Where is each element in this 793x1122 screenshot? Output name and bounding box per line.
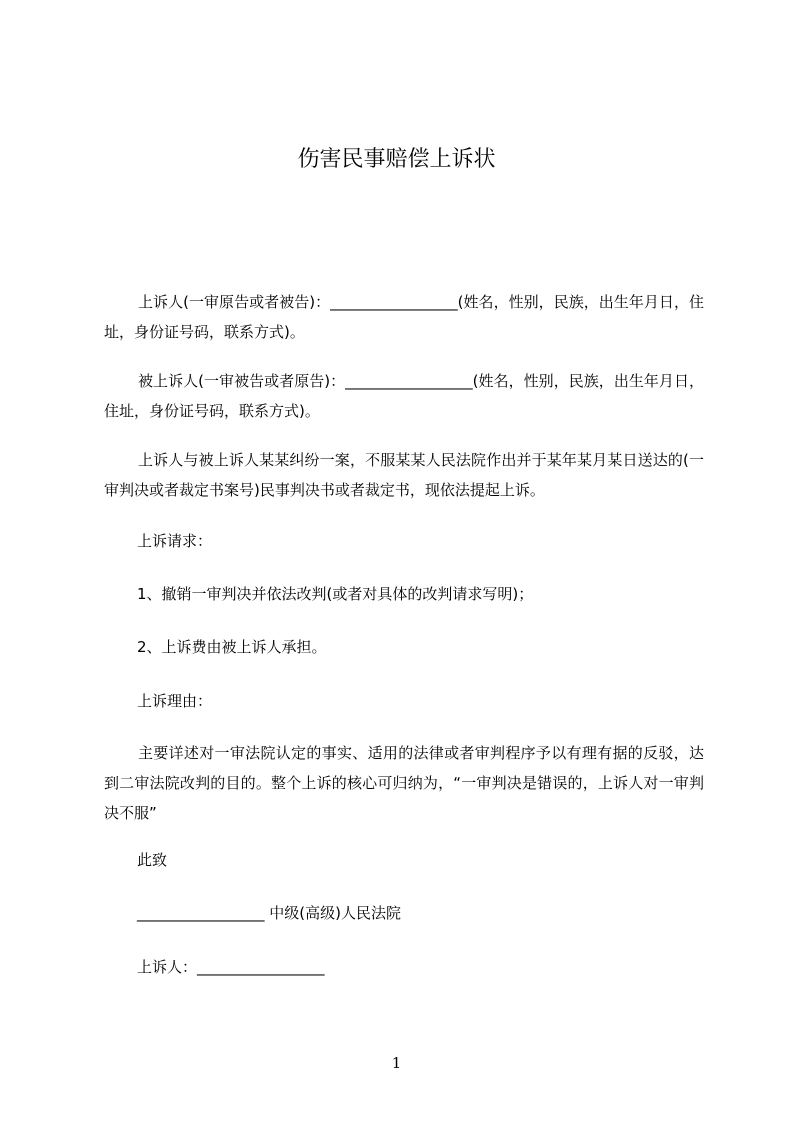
case-statement-paragraph: 上诉人与被上诉人某某纠纷一案，不服某某人民法院作出并于某年某月某日送达的(一审判决或者裁定书案号)民事判决书或者裁定书，现依法提起上诉。	[104, 451, 704, 499]
document-title: 伤害民事赔偿上诉状	[297, 147, 496, 172]
appellee-paragraph: 被上诉人(一审被告或者原告)：_________________(姓名，性别，民族，出生年月日，住址，身份证号码，联系方式)。	[104, 372, 704, 420]
requests-heading: 上诉请求：	[137, 532, 213, 550]
appellant-paragraph: 上诉人(一审原告或者被告)：_________________(姓名，性别，民族，出生年月日，住址，身份证号码，联系方式)。	[104, 293, 704, 341]
court-addressee-line: _________________ 中级(高级)人民法院	[137, 904, 401, 922]
reasons-heading: 上诉理由：	[137, 692, 213, 710]
reasons-paragraph: 主要详述对一审法院认定的事实、适用的法律或者审判程序予以有理有据的反驳，达到二审法院改判的目的。整个上诉的核心可归纳为，“一审判决是错误的，上诉人对一审判决不服”	[104, 744, 704, 822]
appellant-signature-line: 上诉人：_________________	[137, 958, 325, 976]
page-number: 1	[391, 1054, 402, 1072]
closing-salutation: 此致	[137, 851, 168, 869]
request-item-2: 2、上诉费由被上诉人承担。	[137, 638, 327, 656]
request-item-1: 1、撤销一审判决并依法改判(或者对具体的改判请求写明)；	[137, 585, 534, 603]
